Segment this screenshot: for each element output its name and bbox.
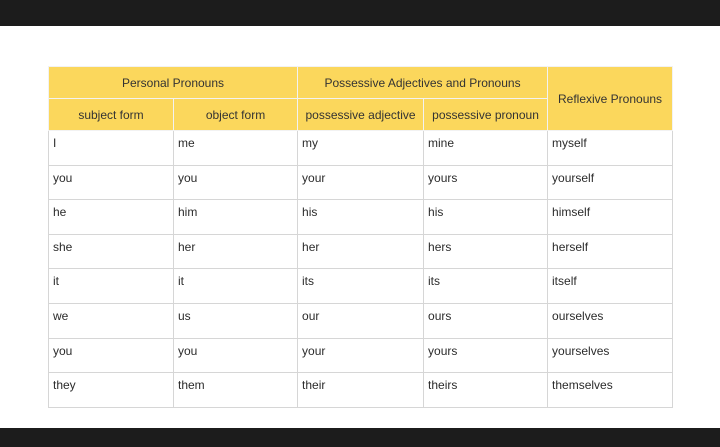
possessive-pronoun-cell: his (424, 200, 548, 235)
reflexive-pronoun-cell: ourselves (548, 303, 673, 338)
table-row (49, 373, 673, 408)
subject-form-cell: he (49, 200, 174, 235)
reflexive-pronoun-cell: myself (548, 131, 673, 166)
header-possessive-adjectives-and-pronouns: Possessive Adjectives and Pronouns (298, 67, 548, 99)
object-form-cell: you (174, 165, 298, 200)
subject-form-cell: it (49, 269, 174, 304)
table-row (49, 303, 673, 338)
table-row (49, 131, 673, 166)
object-form-cell: her (174, 234, 298, 269)
table-row (49, 269, 673, 304)
subject-form-cell: she (49, 234, 174, 269)
possessive-adjective-cell: my (298, 131, 424, 166)
possessive-pronoun-cell: its (424, 269, 548, 304)
subheader-possessive-adjective: possessive adjective (298, 99, 424, 131)
subject-form-cell: I (49, 131, 174, 166)
possessive-pronoun-cell: theirs (424, 373, 548, 408)
bottom-frame-bar (0, 428, 720, 447)
possessive-adjective-cell: their (298, 373, 424, 408)
table-row (49, 234, 673, 269)
possessive-pronoun-cell: yours (424, 165, 548, 200)
object-form-cell: it (174, 269, 298, 304)
possessive-pronoun-cell: ours (424, 303, 548, 338)
reflexive-pronoun-cell: themselves (548, 373, 673, 408)
subheader-object-form: object form (174, 99, 298, 131)
reflexive-pronoun-cell: himself (548, 200, 673, 235)
top-frame-bar (0, 0, 720, 26)
table-row (49, 200, 673, 235)
subject-form-cell: they (49, 373, 174, 408)
reflexive-pronoun-cell: yourself (548, 165, 673, 200)
subject-form-cell: you (49, 165, 174, 200)
possessive-adjective-cell: her (298, 234, 424, 269)
possessive-adjective-cell: your (298, 165, 424, 200)
header-reflexive-pronouns: Reflexive Pronouns (548, 67, 673, 131)
possessive-pronoun-cell: yours (424, 338, 548, 373)
subheader-possessive-pronoun: possessive pronoun (424, 99, 548, 131)
object-form-cell: them (174, 373, 298, 408)
possessive-adjective-cell: its (298, 269, 424, 304)
subject-form-cell: you (49, 338, 174, 373)
object-form-cell: you (174, 338, 298, 373)
pronouns-table (48, 66, 673, 408)
reflexive-pronoun-cell: herself (548, 234, 673, 269)
possessive-adjective-cell: your (298, 338, 424, 373)
table-row (49, 165, 673, 200)
object-form-cell: us (174, 303, 298, 338)
object-form-cell: me (174, 131, 298, 166)
header-personal-pronouns: Personal Pronouns (49, 67, 298, 99)
subheader-subject-form: subject form (49, 99, 174, 131)
subject-form-cell: we (49, 303, 174, 338)
possessive-pronoun-cell: hers (424, 234, 548, 269)
object-form-cell: him (174, 200, 298, 235)
possessive-adjective-cell: his (298, 200, 424, 235)
reflexive-pronoun-cell: yourselves (548, 338, 673, 373)
possessive-adjective-cell: our (298, 303, 424, 338)
table-row (49, 338, 673, 373)
possessive-pronoun-cell: mine (424, 131, 548, 166)
reflexive-pronoun-cell: itself (548, 269, 673, 304)
table-body (49, 131, 673, 408)
